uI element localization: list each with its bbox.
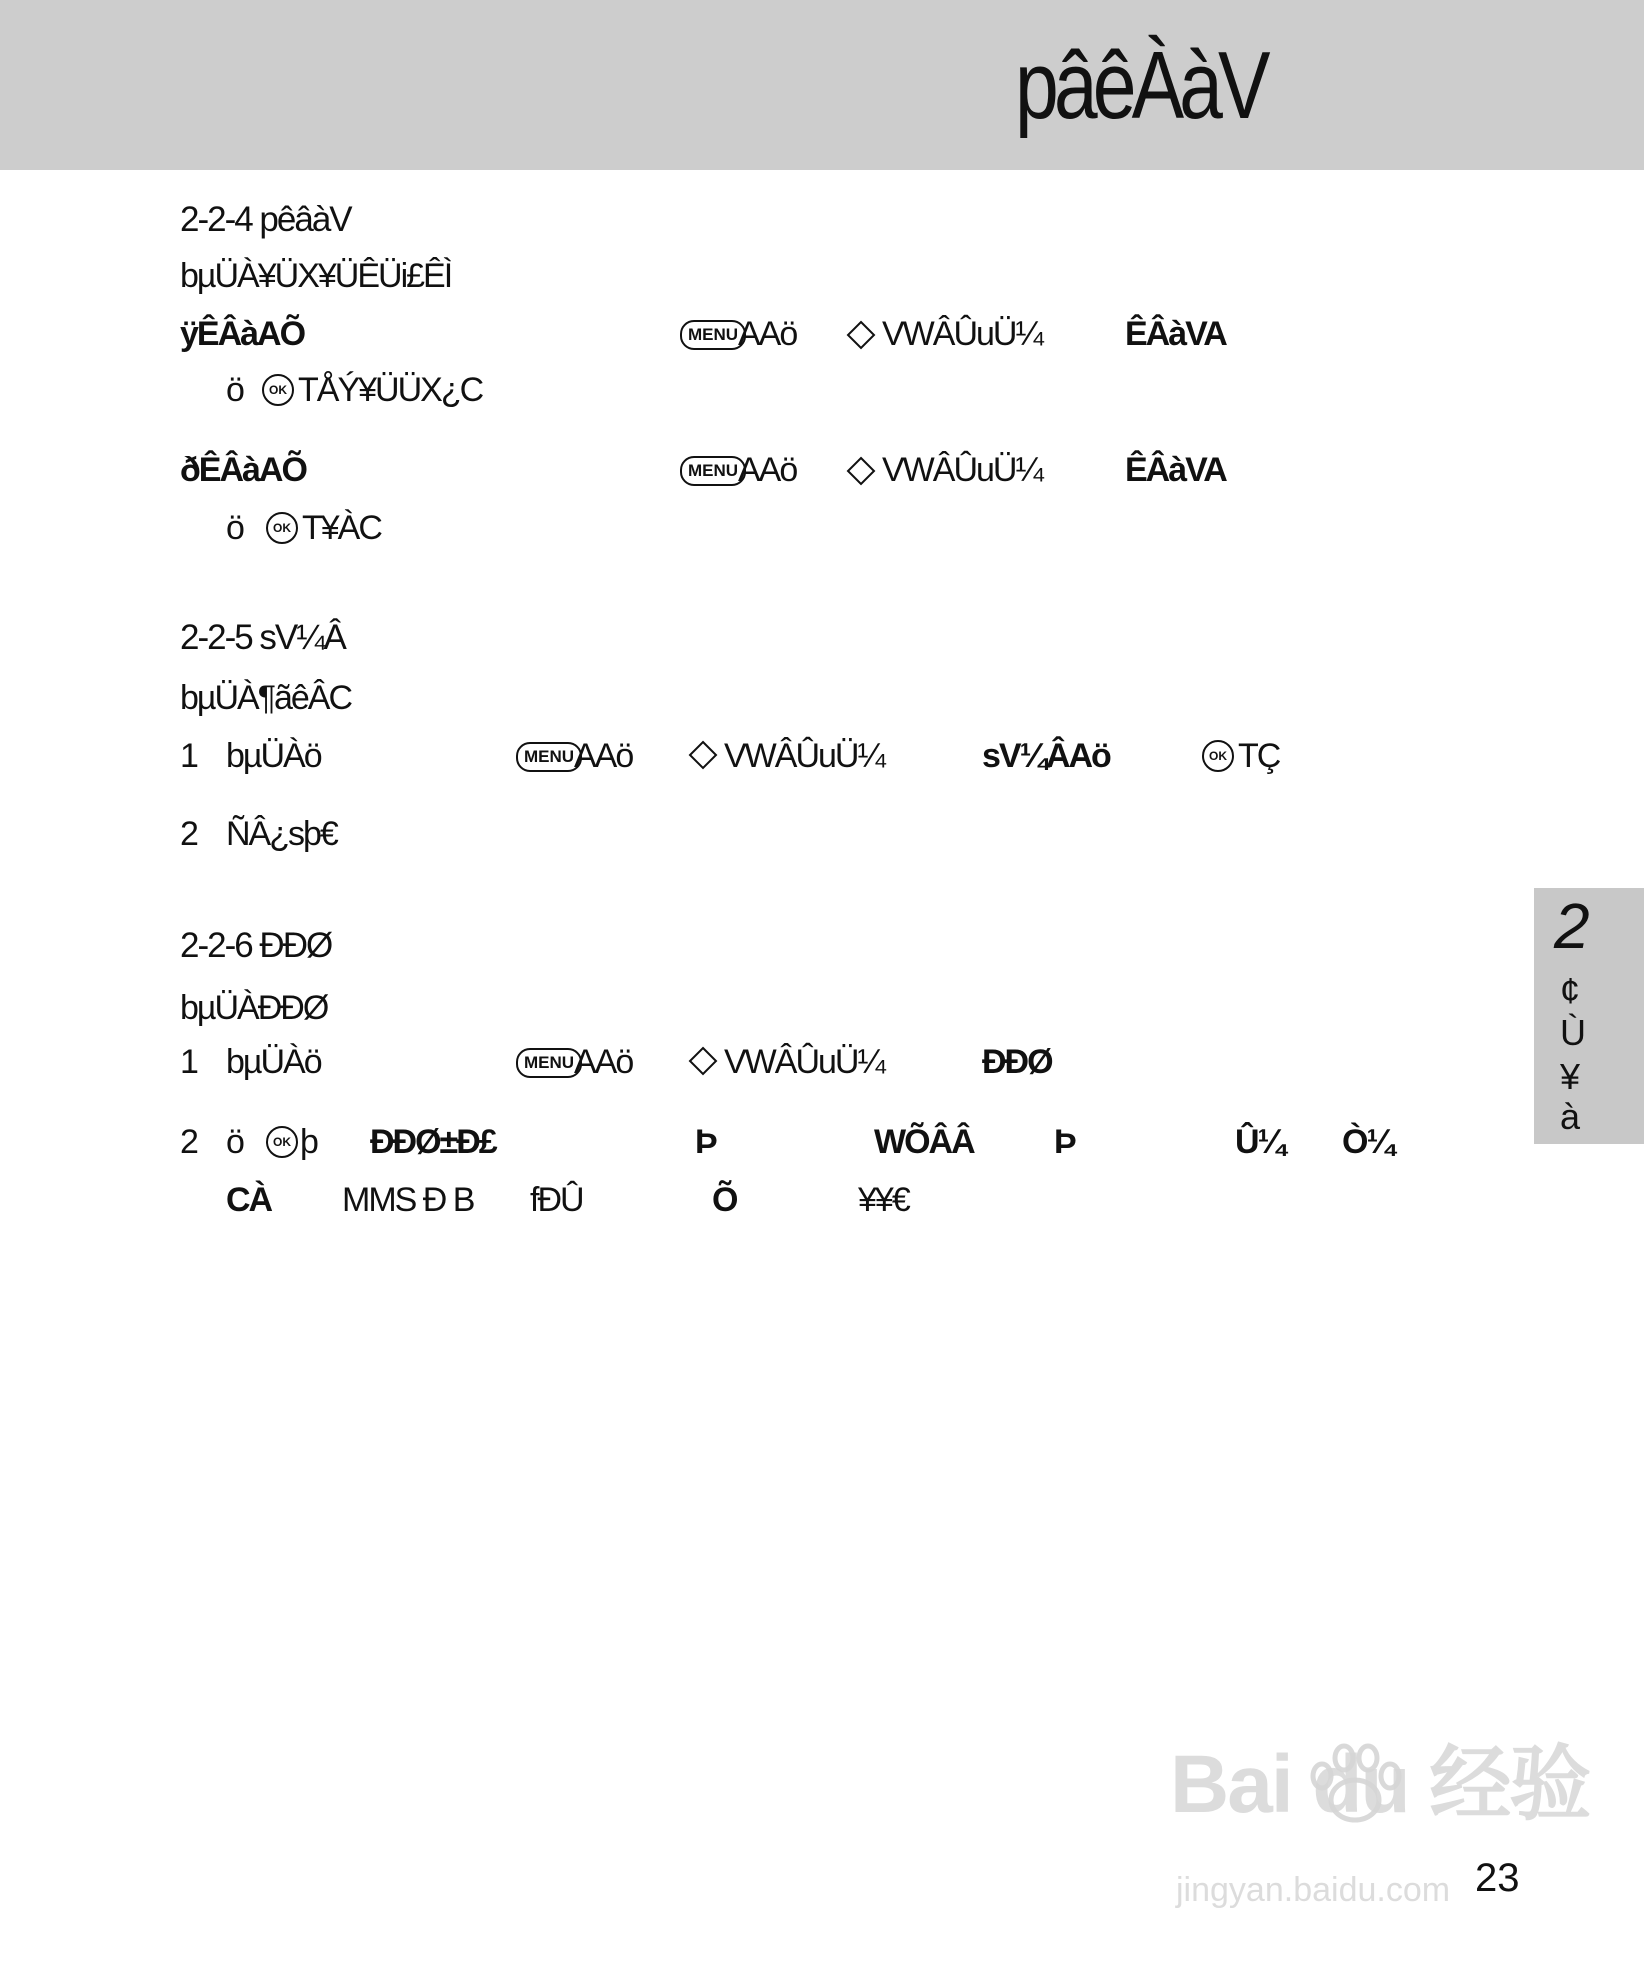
- navigation-key-icon: [846, 320, 876, 350]
- step-nav-text: VWÂÛuÜ¼: [724, 737, 884, 775]
- section-heading: 2-2-5 sV¼Â: [180, 618, 345, 657]
- step-fragment: fÐÛ: [530, 1181, 583, 1219]
- row-lead: ðÊÂàAÕ: [180, 451, 306, 489]
- row-after-menu: AAö: [738, 451, 797, 489]
- chapter-char: à: [1560, 1096, 1581, 1137]
- chapter-char: ¥: [1560, 1056, 1581, 1097]
- row-after-menu: AAö: [738, 315, 797, 353]
- page-title: pâêÀàV: [1015, 32, 1266, 139]
- row-target: ÊÂàVA: [1125, 451, 1226, 489]
- row-nav-text: VWÂÛuÜ¼: [882, 315, 1042, 353]
- menu-key-icon: MENU: [680, 456, 746, 486]
- step-number: 2: [180, 1123, 197, 1161]
- row-target: ÊÂàVA: [1125, 315, 1226, 353]
- step-lead: bµÜÀö: [226, 1043, 321, 1081]
- page-number: 23: [1475, 1856, 1520, 1900]
- step-text: ÑÂ¿sþ€: [226, 815, 337, 853]
- chapter-number: 2: [1554, 890, 1590, 962]
- chapter-char: Ù: [1560, 1012, 1586, 1053]
- section-heading: 2-2-4 pêâàV: [180, 200, 351, 239]
- row-sub-text: TÅÝ¥ÜÜX¿C: [298, 371, 483, 409]
- chapter-char: ¢: [1560, 970, 1581, 1011]
- step-after-menu: AAö: [574, 737, 633, 775]
- chapter-tab: [1534, 888, 1644, 1144]
- menu-key-icon: MENU: [516, 742, 582, 772]
- step-fragment: MMS Ð B: [342, 1181, 474, 1219]
- step-target: sV¼ÂAö: [982, 737, 1110, 775]
- navigation-key-icon: [846, 456, 876, 486]
- step-fragment: Ò¼: [1342, 1123, 1393, 1161]
- watermark-logo: Bai du 经验: [1170, 1739, 1590, 1830]
- navigation-key-icon: [688, 1046, 718, 1076]
- section-intro: bµÜÀÐÐØ: [180, 989, 328, 1027]
- step-fragment: CÀ: [226, 1181, 272, 1219]
- step-fragment: WÕÂÂ: [874, 1123, 974, 1161]
- step-fragment: ¥¥€: [858, 1181, 909, 1219]
- step-number: 2: [180, 815, 197, 853]
- step-target: ÐÐØ: [982, 1043, 1052, 1081]
- section-heading: 2-2-6 ÐÐØ: [180, 926, 332, 965]
- row-sub-text: T¥ÀC: [302, 509, 381, 547]
- navigation-key-icon: [688, 740, 718, 770]
- ok-key-icon: OK: [266, 1126, 298, 1158]
- section-intro: bµÜÀ¥ÜX¥ÜÊÜi£ÊÌ: [180, 257, 452, 295]
- step-fragment: ö: [226, 1123, 243, 1161]
- step-number: 1: [180, 1043, 197, 1081]
- row-lead: ÿÊÂàAÕ: [180, 315, 305, 353]
- step-after-menu: AAö: [574, 1043, 633, 1081]
- step-fragment: Þ: [695, 1123, 716, 1161]
- step-fragment: Þ: [1054, 1123, 1075, 1161]
- section-intro: bµÜÀ¶ãêÂC: [180, 679, 352, 717]
- step-fragment: Û¼: [1235, 1123, 1284, 1161]
- step-number: 1: [180, 737, 197, 775]
- ok-key-icon: OK: [1202, 740, 1234, 772]
- row-sub-ok: ö: [226, 509, 243, 547]
- menu-key-icon: MENU: [680, 320, 746, 350]
- row-nav-text: VWÂÛuÜ¼: [882, 451, 1042, 489]
- step-lead: bµÜÀö: [226, 737, 321, 775]
- header-band: [0, 0, 1644, 170]
- row-sub-ok: ö: [226, 371, 243, 409]
- watermark-url: jingyan.baidu.com: [1176, 1871, 1451, 1909]
- step-ok-text: TÇ: [1238, 737, 1280, 775]
- menu-key-icon: MENU: [516, 1048, 582, 1078]
- step-fragment: ÐÐØ±Ð£: [370, 1123, 496, 1161]
- ok-key-icon: OK: [262, 374, 294, 406]
- ok-key-icon: OK: [266, 512, 298, 544]
- step-nav-text: VWÂÛuÜ¼: [724, 1043, 884, 1081]
- step-fragment: Õ: [712, 1181, 737, 1219]
- step-fragment: þ: [300, 1123, 317, 1161]
